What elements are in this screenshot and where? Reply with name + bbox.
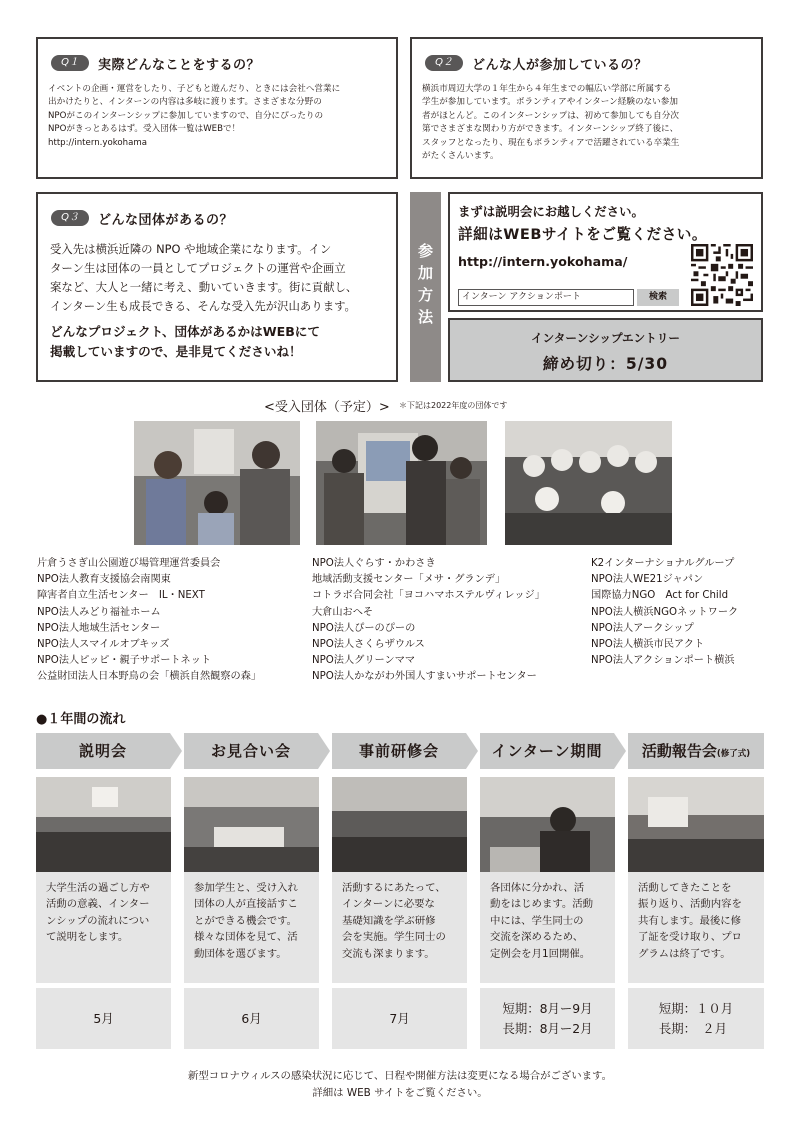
list-item: NPO法人教育支援協会南関東	[37, 574, 171, 586]
stage-arrow-4	[614, 733, 626, 769]
search-input[interactable]: インターン アクションポート	[458, 289, 634, 306]
list-item: NPO法人地域生活センター	[37, 622, 161, 634]
q3-box	[36, 192, 398, 382]
entry-box	[448, 318, 763, 382]
stage-photo-2	[184, 777, 319, 872]
stage-photo-4	[480, 777, 615, 872]
stage-month-2: 6月	[184, 988, 319, 1049]
list-item: 公益財団法人日本野鳥の会「横浜自然観察の森」	[37, 671, 262, 683]
stage-desc-4: 各団体に分かれ、活 動をはじめます。活動 中には、学生同士の 交流を深めるため、 定例会を月1回開催。	[480, 872, 615, 983]
list-item: NPO法人ぐらす・かわさき	[312, 558, 436, 569]
footer-note-1: 新型コロナウィルスの感染状況に応じて、日程や開催方法は変更になる場合がございます。	[187, 1070, 613, 1082]
entry-title: インターンシップエントリー	[531, 331, 680, 345]
stage-photo-3	[332, 777, 467, 872]
howto-url[interactable]: http://intern.yokohama/	[458, 254, 628, 269]
list-item: 国際協力NGO Act for Child	[591, 590, 729, 602]
q2-title: どんな人が参加しているの？	[472, 58, 648, 73]
stage-desc-5: 活動してきたことを 振り返り、活動内容を 共有します。最後に修 了証を受け取り、プロ グラムは終了です。	[628, 872, 764, 983]
list-item: NPO法人ぴーのぴーの	[312, 622, 416, 634]
stage-desc-1: 大学生活の過ごし方や 活動の意義、インター ンシップの流れについ て説明をします。	[36, 872, 171, 983]
photo-group-3	[505, 421, 672, 545]
groups-heading: <受入団体（予定）>	[264, 400, 390, 415]
stage-arrow-1	[170, 733, 182, 769]
q3-bold-note: どんなプロジェクト、団体があるかはWEBにて 掲載していますので、是非見てくださいね！	[50, 324, 320, 359]
stage-label-2: お見合い会	[210, 742, 291, 760]
stage-label-4: インターン期間	[491, 742, 603, 760]
stage-desc-2: 参加学生と、受け入れ 団体の人が直接話すこ とができる機会です。 様々な団体を見て、活 動団体を選びます。	[184, 872, 319, 983]
stage-desc-3: 活動するにあたって、 インターンに必要な 基礎知識を学ぶ研修 会を実施。学生同士の 交流も深まります。	[332, 872, 467, 983]
groups-note: ＊下記は2022年度の団体です	[399, 401, 508, 410]
photo-group-1	[134, 421, 300, 545]
stage-month-3: 7月	[332, 988, 467, 1049]
list-item: NPO法人みどり福祉ホーム	[37, 606, 161, 618]
howto-line1: まずは説明会にお越しください。	[458, 204, 644, 219]
q2-box	[410, 37, 763, 179]
q3-title: どんな団体があるの？	[98, 213, 234, 228]
q1-body: イベントの企画・運営をしたり、子どもと遊んだり、ときには会社へ営業に 出かけたりと、インターンの内容は多岐に渡ります。さまざまな分野の NPOがこのインターンシップに参加していますので、自分にぴったりの NPOがきっとあるはず。受入団体一覧はWEBで！ http://intern.yokohama	[48, 84, 341, 148]
groups-col-3	[591, 556, 738, 669]
list-item: NPO法人アークシップ	[591, 622, 694, 634]
howto-line2: 詳細はWEBサイトをご覧ください。	[458, 226, 707, 243]
stage-month-5: 短期：１０月 長期： ２月	[628, 988, 764, 1049]
q3-body: 受入先は横浜近隣の NPO や地域企業になります。イン ターン生は団体の一員としてプロジェクトの運営や企画立 案など、大人と一緒に考え、動いていきます。街に貢献し、 インターン生も成長できる、そんな受入先が沢山あります。	[50, 242, 358, 313]
stage-arrow-2	[318, 733, 330, 769]
stage-month-4: 短期：8月ー9月 長期：8月ー2月	[480, 988, 615, 1049]
list-item: NPO法人さくらザウルス	[312, 639, 425, 651]
list-item: NPO法人ピッピ・親子サポートネット	[37, 655, 212, 667]
list-item: NPO法人横浜NGOネットワーク	[591, 606, 739, 618]
footer-note-2: 詳細は WEB サイトをご覧ください。	[312, 1087, 488, 1099]
q1-badge: Q１	[51, 55, 89, 71]
list-item: 地域活動支援センター「メサ・グランデ」	[312, 574, 506, 586]
entry-deadline: 締め切り：5/30	[542, 355, 669, 373]
list-item: K2インターナショナルグループ	[591, 558, 735, 569]
list-item: NPO法人アクションポート横浜	[591, 655, 735, 667]
list-item: NPO法人スマイルオブキッズ	[37, 639, 170, 651]
list-item: NPO法人横浜市民アクト	[591, 639, 705, 651]
stage-photo-1	[36, 777, 171, 872]
stage-label-1: 説明会	[78, 742, 127, 760]
list-item: NPO法人グリーンママ	[312, 655, 416, 667]
stage-photo-5	[628, 777, 764, 872]
stage-month-1: 5月	[36, 988, 171, 1049]
stage-label-5: 活動報告会(修了式)	[641, 742, 751, 760]
stage-label-3: 事前研修会	[358, 742, 439, 760]
list-item: 大倉山おへそ	[312, 606, 374, 618]
stage-arrow-3	[466, 733, 478, 769]
q1-box	[36, 37, 398, 179]
photo-group-2	[316, 421, 487, 545]
list-item: NPO法人WE21ジャパン	[591, 574, 704, 586]
list-item: 障害者自立生活センター IL・NEXT	[37, 590, 205, 602]
stage-label-5-sub: (修了式)	[716, 749, 751, 759]
q2-badge: Q２	[425, 55, 463, 71]
list-item: 片倉うさぎ山公園遊び場管理運営委員会	[37, 558, 221, 569]
howto-label: 参 加 方 法	[410, 192, 441, 382]
q2-body: 横浜市周辺大学の１年生から４年生までの幅広い学部に所属する 学生が参加しています。ボランティアやインターン経験のない参加 者がほとんど。このインターンシップは、初めて参加しても自分次 第でさまざまな関わり方ができます。インターンシップ終了後に、 スタッフとなったり、現在もボランティアで活躍されている卒業生 がたくさんいます。	[422, 84, 680, 162]
qr-code-icon	[691, 244, 753, 306]
q3-badge: Q３	[51, 210, 89, 226]
list-item: NPO法人かながわ外国人すまいサポートセンター	[312, 671, 537, 683]
howto-box	[448, 192, 763, 312]
flow-heading: ●１年間の流れ	[36, 712, 126, 727]
groups-col-2	[312, 556, 545, 686]
groups-col-1	[37, 556, 261, 686]
q1-title: 実際どんなことをするの？	[98, 58, 261, 73]
search-button[interactable]: 検索	[637, 289, 679, 306]
list-item: コトラボ合同会社「ヨコハマホステルヴィレッジ」	[312, 590, 545, 602]
